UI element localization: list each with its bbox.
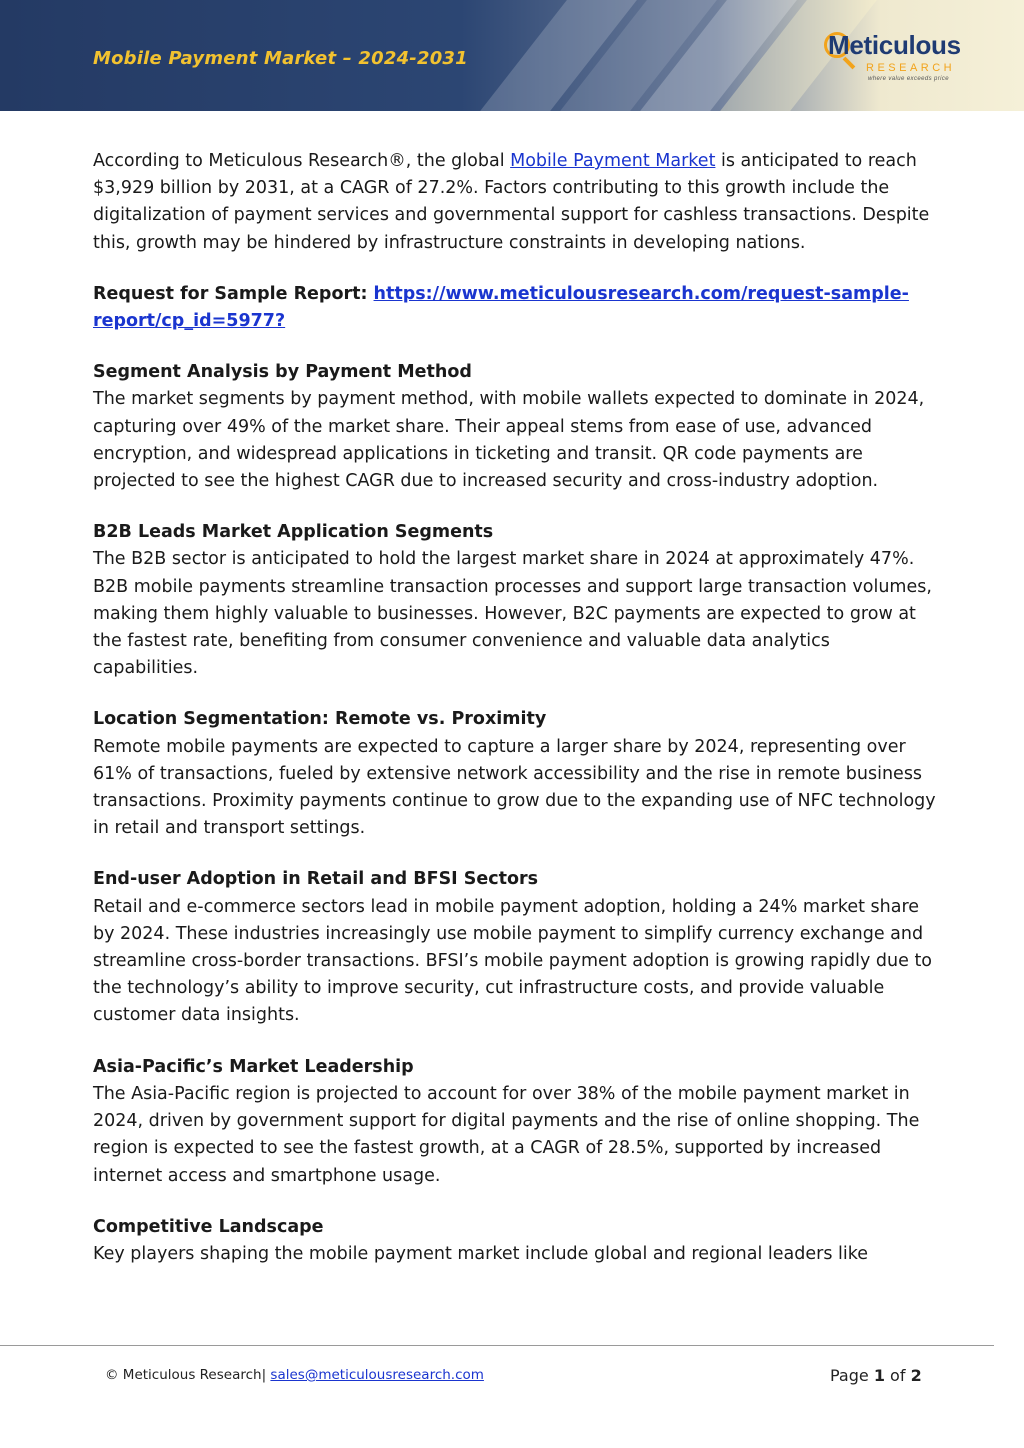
- header-banner: [0, 0, 1024, 111]
- section-application: [93, 519, 938, 682]
- sales-email-link[interactable]: sales@meticulousresearch.com: [270, 1367, 484, 1383]
- page-of: of: [884, 1366, 911, 1385]
- section-heading: End-user Adoption in Retail and BFSI Sectors: [93, 869, 539, 890]
- meticulous-research-logo: [824, 30, 968, 88]
- intro-paragraph: [93, 148, 938, 257]
- intro-text-end: is anticipated to reach $3,929 billion by 2031, at a CAGR of 27.2%. Factors contributing to this growth include the digitalization of payment services and governmental support for cashless transactions. Despite this, growth may be hindered by infrastructure constraints in developing nations.: [93, 151, 930, 253]
- page-word: Page: [830, 1366, 874, 1385]
- section-location: [93, 706, 938, 842]
- copyright-text: © Meticulous Research|: [105, 1367, 271, 1383]
- section-heading: B2B Leads Market Application Segments: [93, 522, 494, 543]
- logo-subtitle: RESEARCH: [866, 62, 956, 74]
- logo-tagline: where value exceeds price: [868, 76, 950, 82]
- request-sample-label: Request for Sample Report:: [93, 283, 374, 304]
- intro-text-start: According to Meticulous Research®, the global: [93, 151, 511, 171]
- page-total: 2: [910, 1366, 922, 1385]
- section-payment-method: [93, 359, 938, 495]
- section-body: Retail and e-commerce sectors lead in mobile payment adoption, holding a 24% market share by 2024. These industries increasingly use mobile payment to simplify currency exchange and streamline cross-border transactions. BFSI’s mobile payment adoption is growing rapidly due to the technology’s ability to improve security, cut infrastructure costs, and provide valuable customer data insights.: [93, 896, 933, 1026]
- logo-wordmark: Meticulous: [828, 30, 961, 60]
- page-number: [830, 1366, 922, 1385]
- request-sample-paragraph: [93, 281, 938, 335]
- document-title: Mobile Payment Market – 2024-2031: [93, 48, 468, 69]
- section-heading: Asia-Pacific’s Market Leadership: [93, 1056, 414, 1077]
- section-body: The B2B sector is anticipated to hold the largest market share in 2024 at approximately 47%. B2B mobile payments streamline transaction processes and support large transaction volumes, making them highly valuable to businesses. However, B2C payments are expected to grow at the fastest rate, benefiting from consumer convenience and valuable data analytics capabilities.: [93, 549, 932, 679]
- request-sample-link[interactable]: https://www.meticulousresearch.com/request-sample-report/cp_id=5977?: [93, 283, 909, 332]
- section-body: The Asia-Pacific region is projected to account for over 38% of the mobile payment market in 2024, driven by government support for digital payments and the rise of online shopping. The region is expected to see the fastest growth, at a CAGR of 28.5%, supported by increased internet access and smartphone usage.: [93, 1083, 920, 1186]
- footer-divider: [0, 1345, 994, 1346]
- section-body: Key players shaping the mobile payment market include global and regional leaders like: [93, 1243, 869, 1264]
- document-body: [93, 148, 938, 1292]
- footer-copyright: [105, 1367, 484, 1383]
- section-heading: Competitive Landscape: [93, 1216, 324, 1237]
- mobile-payment-market-link[interactable]: Mobile Payment Market: [510, 151, 716, 171]
- section-body: The market segments by payment method, with mobile wallets expected to dominate in 2024, capturing over 49% of the market share. Their appeal stems from ease of use, advanced encryption, and widespread applications in ticketing and transit. QR code payments are projected to see the highest CAGR due to increased security and cross-industry adoption.: [93, 389, 925, 492]
- section-heading: Location Segmentation: Remote vs. Proximity: [93, 709, 547, 730]
- section-end-user: [93, 866, 938, 1029]
- section-competitive-landscape: [93, 1214, 938, 1268]
- section-body: Remote mobile payments are expected to capture a larger share by 2024, representing over 61% of transactions, fueled by extensive network accessibility and the rise in remote business transactions. Proximity payments continue to grow due to the expanding use of NFC technology in retail and transport settings.: [93, 736, 936, 839]
- section-asia-pacific: [93, 1054, 938, 1190]
- section-heading: Segment Analysis by Payment Method: [93, 362, 472, 383]
- page-current: 1: [873, 1366, 885, 1385]
